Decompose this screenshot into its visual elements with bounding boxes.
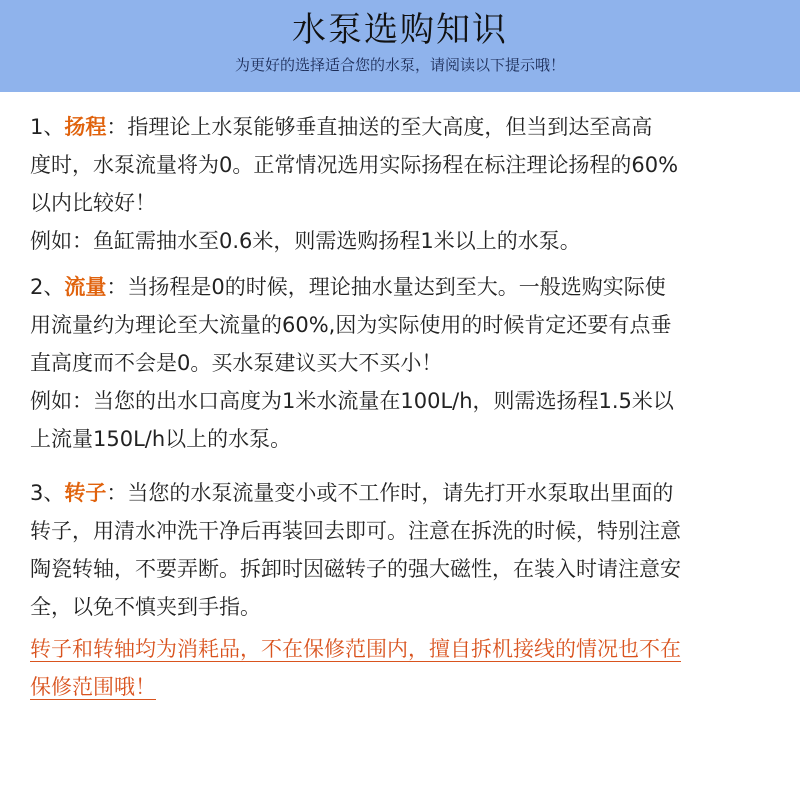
example-line: 上流量150L/h以上的水泵。 [30,427,292,451]
section-line [30,474,778,512]
section-text: ：当您的水泵流量变小或不工作时，请先打开水泵取出里面的 [106,481,674,505]
warning-text: 保修范围哦！ [30,675,156,699]
warning-text: 转子和转轴均为消耗品，不在保修范围内，擅自拆机接线的情况也不在 [30,637,681,661]
page-title: 水泵选购知识 [292,10,508,50]
section-keyword: 扬程 [64,115,107,139]
warranty-warning [30,630,778,706]
section-line: 直高度而不会是0。买水泵建议买大不买小！ [30,351,443,375]
warning-line [30,668,778,706]
section-text: ：指理论上水泵能够垂直抽送的至大高度，但当到达至高高 [106,115,653,139]
section-line [30,268,778,306]
section-line: 以内比较好！ [30,191,156,215]
section-text: ：当扬程是0的时候，理论抽水量达到至大。一般选购实际使 [106,275,666,299]
section-line: 用流量约为理论至大流量的60%,因为实际使用的时候肯定还要有点垂 [30,313,672,337]
section-line: 度时，水泵流量将为0。正常情况选用实际扬程在标注理论扬程的60% [30,153,679,177]
section-keyword: 转子 [64,481,107,505]
section-head [30,108,778,260]
warning-line [30,630,778,668]
section-line: 转子，用清水冲洗干净后再装回去即可。注意在拆洗的时候，特别注意 [30,519,681,543]
section-number: 2、 [30,275,65,299]
header-banner [0,0,800,92]
section-line: 陶瓷转轴，不要弄断。拆卸时因磁转子的强大磁性，在装入时请注意安 [30,557,681,581]
section-flow [30,268,778,458]
section-line [30,108,778,146]
content-area [0,92,800,706]
example-line: 例如：鱼缸需抽水至0.6米，则需选购扬程1米以上的水泵。 [30,229,581,253]
section-number: 1、 [30,115,65,139]
example-line: 例如：当您的出水口高度为1米水流量在100L/h，则需选扬程1.5米以 [30,389,674,413]
section-number: 3、 [30,481,65,505]
page-subtitle: 为更好的选择适合您的水泵，请阅读以下提示哦！ [234,56,565,74]
section-keyword: 流量 [64,275,107,299]
section-line: 全，以免不慎夹到手指。 [30,595,261,619]
section-rotor [30,474,778,626]
